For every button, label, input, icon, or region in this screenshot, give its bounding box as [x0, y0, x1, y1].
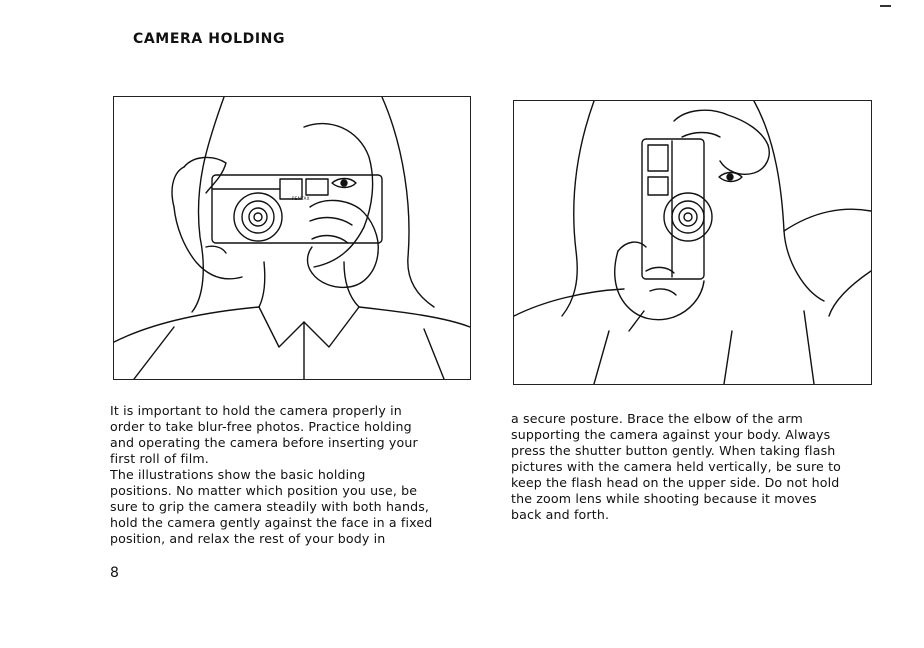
- page-number: 8: [110, 565, 119, 581]
- paragraph-posture: a secure posture. Brace the elbow of the arm supporting the camera against your body. Always press the shutter button gently. When taking flash pictures with the camera held vertically, be sure to keep the flash head on the upper side. Do not hold the zoom lens while shooting because it moves back and forth.: [511, 411, 842, 522]
- paragraph-intro: It is important to hold the camera properly in order to take blur-free photos. Practice holding and operating the camera before inserting your first roll of film.: [110, 403, 418, 466]
- body-text-right-column: [511, 411, 881, 523]
- corner-mark: [880, 5, 891, 7]
- illustration-vertical-hold: [513, 100, 872, 385]
- body-text-left-column: [110, 403, 470, 547]
- paragraph-holding-positions: The illustrations show the basic holding positions. No matter which position you use, be sure to grip the camera steadily with both hands, hold the camera gently against the face in a fixed position, and relax the rest of your body in: [110, 467, 433, 546]
- camera-brand-label: PENTAX: [292, 196, 310, 201]
- illustration-horizontal-hold: [113, 96, 471, 380]
- page-title: CAMERA HOLDING: [133, 31, 286, 47]
